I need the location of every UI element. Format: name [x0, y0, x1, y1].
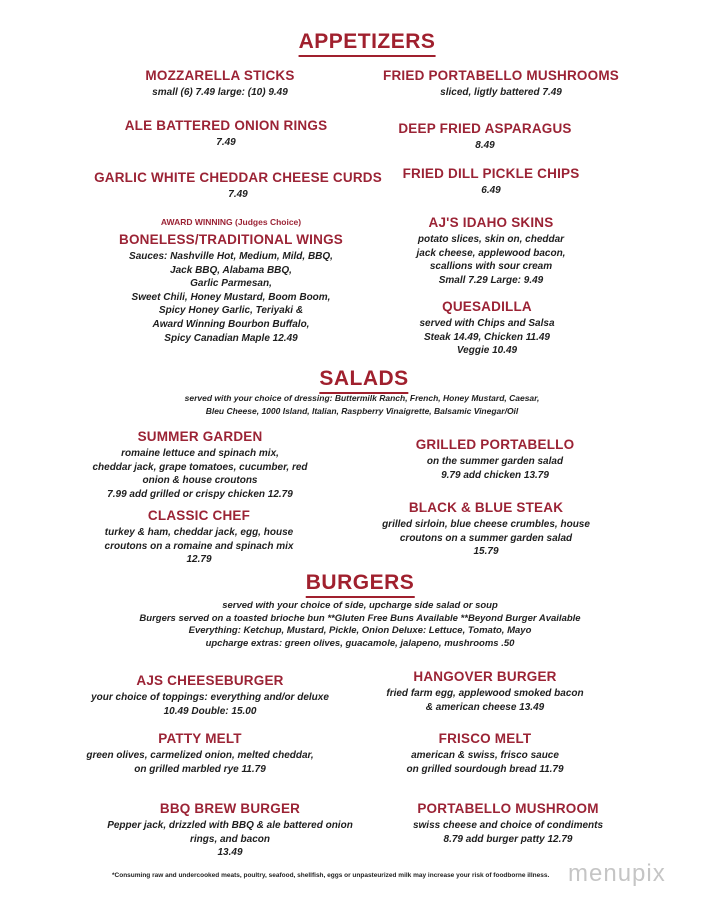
item-title: AJS CHEESEBURGER	[136, 673, 284, 688]
item-title: GARLIC WHITE CHEDDAR CHEESE CURDS	[94, 170, 382, 185]
menu-item-skins	[417, 214, 566, 287]
item-description: 7.49	[216, 137, 236, 148]
item-title: DEEP FRIED ASPARAGUS	[398, 121, 572, 136]
menu-item-portabello-mush	[383, 67, 619, 100]
menu-item-pickle	[403, 165, 580, 198]
item-description: turkey & ham, cheddar jack, egg, house	[104, 527, 294, 538]
item-description: Spicy Canadian Maple 12.49	[164, 332, 298, 344]
item-description: grilled sirloin, blue cheese crumbles, house	[382, 519, 590, 530]
note-line: served with your choice of dressing: Buttermilk Ranch, French, Honey Mustard, Caesar,	[184, 393, 540, 403]
appetizers-heading: APPETIZERS	[299, 30, 436, 57]
item-description: croutons on a romaine and spinach mix	[104, 540, 294, 552]
salads-heading: SALADS	[319, 367, 408, 394]
item-description: served with Chips and Salsa	[419, 318, 555, 329]
note-line: Bleu Cheese, 1000 Island, Italian, Raspberry Vinaigrette, Balsamic Vinegar/Oil	[205, 405, 519, 416]
item-description: 8.49	[475, 140, 495, 151]
item-description: Award Winning Bourbon Buffalo,	[152, 318, 310, 330]
item-description: Garlic Parmesan,	[190, 278, 272, 290]
item-title: CLASSIC CHEF	[147, 508, 251, 523]
item-description: rings, and bacon	[189, 833, 271, 845]
note-line: Burgers served on a toasted brioche bun **Gluten Free Buns Available **Beyond Burger Available	[139, 612, 581, 624]
menu-item-frisco	[406, 730, 563, 776]
item-description: 7.49	[228, 189, 248, 200]
item-description: your choice of toppings: everything and/or deluxe	[91, 692, 329, 703]
burgers-note	[139, 600, 580, 650]
menu-item-onion-rings	[125, 117, 328, 150]
item-description: cheddar jack, grape tomatoes, cucumber, red	[92, 461, 308, 473]
item-description: Pepper jack, drizzled with BBQ & ale battered onion	[107, 820, 353, 831]
menu-item-patty	[86, 730, 313, 776]
menu-item-chef	[105, 507, 294, 567]
menu-item-hangover	[386, 668, 583, 714]
note-line: upcharge extras: green olives, guacamole, jalapeno, mushrooms .50	[205, 637, 515, 649]
item-description: romaine lettuce and spinach mix,	[121, 448, 279, 459]
item-description: 15.79	[473, 546, 499, 558]
item-description: Small 7.29 Large: 9.49	[438, 274, 544, 286]
item-description: small (6) 7.49 large: (10) 9.49	[152, 87, 288, 98]
item-title: BONELESS/TRADITIONAL WINGS	[119, 232, 343, 247]
item-title: PORTABELLO MUSHROOM	[417, 801, 599, 816]
item-title: MOZZARELLA STICKS	[145, 68, 295, 83]
menu-item-porta-burger	[413, 800, 603, 846]
item-description: & american cheese 13.49	[425, 701, 545, 713]
menu-item-wings	[119, 216, 343, 345]
item-description: 7.99 add grilled or crispy chicken 12.79	[107, 488, 293, 500]
item-description: on the summer garden salad	[426, 456, 564, 467]
item-title: FRIED PORTABELLO MUSHROOMS	[383, 68, 619, 83]
item-description: Spicy Honey Garlic, Teriyaki &	[158, 305, 304, 317]
item-description: fried farm egg, applewood smoked bacon	[386, 688, 584, 699]
item-description: onion & house croutons	[142, 475, 258, 487]
burgers-heading: BURGERS	[306, 571, 415, 598]
item-description: 13.49	[217, 847, 243, 859]
item-title: QUESADILLA	[442, 299, 532, 314]
item-description: Jack BBQ, Alabama BBQ,	[170, 264, 292, 276]
note-line: served with your choice of side, upcharge side salad or soup	[222, 600, 498, 611]
item-award-label: AWARD WINNING (Judges Choice)	[160, 217, 302, 227]
footnote: *Consuming raw and undercooked meats, poultry, seafood, shellfish, eggs or unpasteurized milk may increase your risk of foodborne illness.	[112, 872, 550, 879]
menu-item-grilled-porta	[416, 436, 575, 482]
item-description: 12.79	[186, 554, 212, 566]
menu-item-blackblue	[382, 499, 590, 559]
item-description: 9.79 add chicken 13.79	[441, 469, 549, 481]
item-description: 10.49 Double: 15.00	[163, 705, 257, 717]
item-description: 8.79 add burger patty 12.79	[443, 833, 573, 845]
item-description: green olives, carmelized onion, melted cheddar,	[86, 750, 314, 761]
note-line: Everything: Ketchup, Mustard, Pickle, Onion Deluxe: Lettuce, Tomato, Mayo	[188, 625, 532, 636]
menu-item-mozzarella	[145, 67, 294, 100]
item-title: BLACK & BLUE STEAK	[408, 500, 564, 515]
item-description: on grilled marbled rye 11.79	[134, 763, 266, 775]
item-description: swiss cheese and choice of condiments	[412, 820, 604, 831]
item-description: croutons on a summer garden salad	[399, 532, 573, 544]
item-title: ALE BATTERED ONION RINGS	[124, 118, 328, 133]
item-description: Sweet Chili, Honey Mustard, Boom Boom,	[131, 291, 331, 303]
item-title: SUMMER GARDEN	[137, 429, 263, 444]
watermark-logo: menupix	[568, 860, 666, 887]
item-title: PATTY MELT	[158, 731, 242, 746]
menu-item-cheeseburger	[91, 672, 329, 718]
salads-dressing-note	[185, 392, 540, 417]
menu-item-bbq	[107, 800, 353, 860]
menu-item-asparagus	[398, 120, 571, 153]
item-description: Veggie 10.49	[456, 345, 518, 357]
item-title: BBQ BREW BURGER	[159, 801, 301, 816]
item-title: HANGOVER BURGER	[413, 669, 557, 684]
item-description: jack cheese, applewood bacon,	[416, 247, 566, 259]
item-title: FRISCO MELT	[438, 731, 532, 746]
item-title: AJ'S IDAHO SKINS	[428, 215, 554, 230]
item-description: Sauces: Nashville Hot, Medium, Mild, BBQ,	[129, 251, 333, 262]
item-title: GRILLED PORTABELLO	[415, 437, 575, 452]
item-description: on grilled sourdough bread 11.79	[406, 763, 564, 775]
menu-item-summer	[92, 428, 307, 501]
item-description: sliced, ligtly battered 7.49	[440, 87, 562, 98]
item-description: potato slices, skin on, cheddar	[417, 234, 565, 245]
item-title: FRIED DILL PICKLE CHIPS	[402, 166, 580, 181]
menu-item-curds	[94, 169, 382, 202]
item-description: 6.49	[481, 185, 501, 196]
menu-item-quesadilla	[419, 298, 554, 358]
item-description: scallions with sour cream	[429, 261, 553, 273]
item-description: american & swiss, frisco sauce	[411, 750, 559, 761]
item-description: Steak 14.49, Chicken 11.49	[423, 331, 551, 343]
